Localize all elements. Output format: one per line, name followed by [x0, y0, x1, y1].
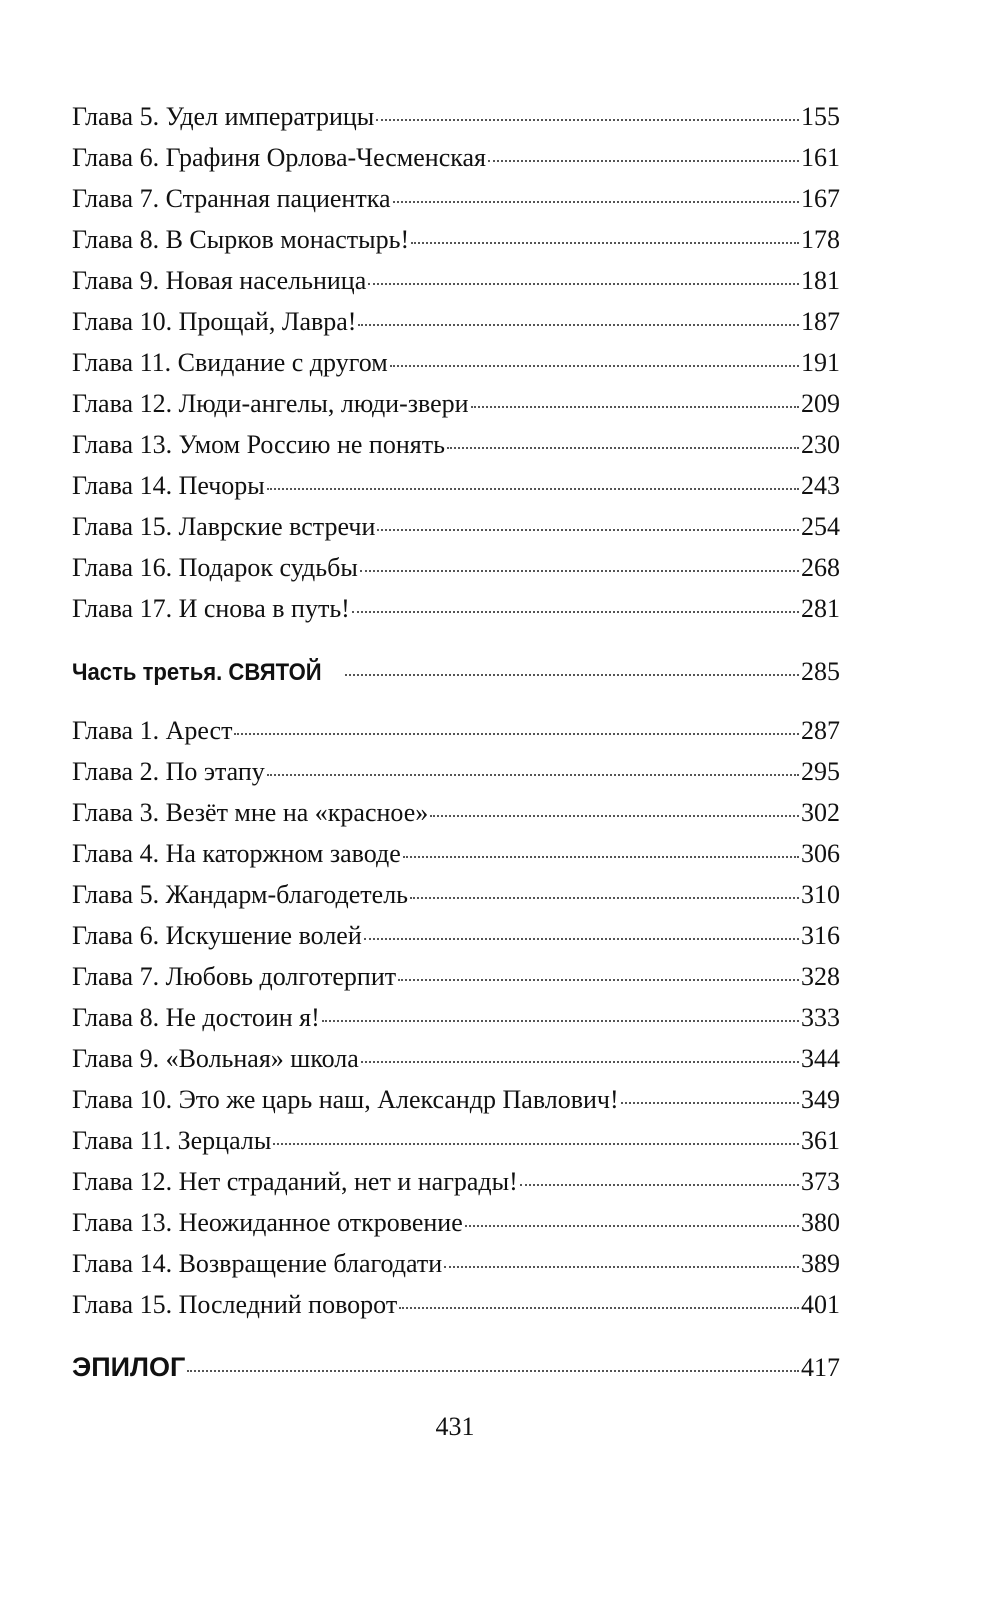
toc-entry-title: Глава 9. Новая насельница: [72, 266, 367, 295]
dot-leader: [352, 611, 799, 613]
toc-entry-title: Глава 12. Нет страданий, нет и награды!: [72, 1167, 518, 1196]
toc-entry-page: 349: [801, 1085, 840, 1114]
toc-entry-page: 281: [801, 594, 840, 623]
dot-leader: [390, 365, 799, 367]
table-of-contents: [72, 96, 840, 1388]
toc-entry: [72, 96, 840, 137]
toc-entry: [72, 178, 840, 219]
dot-leader: [361, 1061, 799, 1063]
toc-entry-title: Глава 16. Подарок судьбы: [72, 553, 358, 582]
toc-entry-title: Глава 3. Везёт мне на «красное»: [72, 798, 429, 827]
dot-leader: [403, 856, 799, 858]
dot-leader: [393, 201, 800, 203]
toc-entry-page: 328: [801, 962, 840, 991]
toc-part-heading: [72, 651, 840, 692]
toc-entry-page: 178: [801, 225, 840, 254]
toc-entry: [72, 588, 840, 629]
dot-leader: [398, 979, 799, 981]
toc-entry-page: 306: [801, 839, 840, 868]
toc-entry-title: Глава 6. Искушение волей: [72, 921, 362, 950]
dot-leader: [267, 774, 799, 776]
toc-entry-page: 254: [801, 512, 840, 541]
toc-entry: [72, 1120, 840, 1161]
dot-leader: [488, 160, 799, 162]
toc-entry-title: Глава 5. Удел императрицы: [72, 102, 375, 131]
dot-leader: [345, 674, 799, 676]
toc-entry-page: 333: [801, 1003, 840, 1032]
toc-entry: [72, 997, 840, 1038]
toc-entry: [72, 219, 840, 260]
dot-leader: [364, 938, 799, 940]
toc-epilogue-title: ЭПИЛОГ: [72, 1352, 186, 1382]
dot-leader: [376, 119, 799, 121]
toc-entry: [72, 1243, 840, 1284]
toc-entry: [72, 792, 840, 833]
toc-entry: [72, 710, 840, 751]
dot-leader: [322, 1020, 799, 1022]
toc-entry: [72, 915, 840, 956]
toc-entry-title: Глава 4. На каторжном заводе: [72, 839, 401, 868]
toc-entry: [72, 424, 840, 465]
toc-entry-title: Глава 11. Зерцалы: [72, 1126, 272, 1155]
toc-entry: [72, 383, 840, 424]
toc-entry-page: 316: [801, 921, 840, 950]
toc-epilogue-page: 417: [801, 1353, 840, 1382]
dot-leader: [234, 733, 799, 735]
toc-entry: [72, 137, 840, 178]
toc-entry: [72, 1079, 840, 1120]
page-number: 431: [435, 1412, 475, 1441]
toc-entry-page: 344: [801, 1044, 840, 1073]
toc-entry-title: Глава 13. Неожиданное откровение: [72, 1208, 463, 1237]
toc-entry-title: Глава 15. Лаврские встречи: [72, 512, 376, 541]
dot-leader: [187, 1370, 799, 1372]
toc-entry-title: Глава 7. Любовь долготерпит: [72, 962, 397, 991]
toc-section-part-two-chapters: [72, 96, 840, 629]
dot-leader: [621, 1102, 799, 1104]
toc-entry-page: 302: [801, 798, 840, 827]
dot-leader: [411, 242, 799, 244]
toc-entry-title: Глава 7. Странная пациентка: [72, 184, 391, 213]
toc-entry: [72, 833, 840, 874]
toc-entry: [72, 874, 840, 915]
toc-entry: [72, 1284, 840, 1325]
toc-entry-title: Глава 1. Арест: [72, 716, 233, 745]
toc-entry-page: 295: [801, 757, 840, 786]
toc-entry-title: Глава 14. Печоры: [72, 471, 265, 500]
toc-entry: [72, 1038, 840, 1079]
toc-entry-page: 209: [801, 389, 840, 418]
dot-leader: [358, 324, 799, 326]
toc-entry-page: 287: [801, 716, 840, 745]
toc-entry-page: 310: [801, 880, 840, 909]
toc-entry: [72, 956, 840, 997]
toc-entry: [72, 751, 840, 792]
toc-entry: [72, 506, 840, 547]
dot-leader: [471, 406, 799, 408]
toc-part-page: 285: [801, 657, 840, 686]
dot-leader: [444, 1266, 799, 1268]
toc-entry-page: 401: [801, 1290, 840, 1319]
toc-entry-title: Глава 13. Умом Россию не понять: [72, 430, 445, 459]
dot-leader: [377, 529, 799, 531]
toc-entry: [72, 1161, 840, 1202]
toc-entry-title: Глава 10. Это же царь наш, Александр Павлович!: [72, 1085, 619, 1114]
toc-entry-page: 380: [801, 1208, 840, 1237]
toc-entry: [72, 260, 840, 301]
toc-entry-page: 191: [801, 348, 840, 377]
dot-leader: [399, 1307, 799, 1309]
toc-entry-title: Глава 15. Последний поворот: [72, 1290, 398, 1319]
toc-entry-title: Глава 5. Жандарм-благодетель: [72, 880, 409, 909]
toc-entry-page: 230: [801, 430, 840, 459]
toc-entry-title: Глава 9. «Вольная» школа: [72, 1044, 359, 1073]
toc-entry-page: 373: [801, 1167, 840, 1196]
dot-leader: [430, 815, 799, 817]
toc-entry-page: 268: [801, 553, 840, 582]
toc-entry: [72, 301, 840, 342]
dot-leader: [447, 447, 799, 449]
dot-leader: [368, 283, 799, 285]
toc-entry: [72, 465, 840, 506]
toc-entry: [72, 547, 840, 588]
dot-leader: [273, 1143, 799, 1145]
dot-leader: [410, 897, 799, 899]
dot-leader: [465, 1225, 799, 1227]
dot-leader: [360, 570, 799, 572]
toc-entry-page: 161: [801, 143, 840, 172]
toc-entry-page: 389: [801, 1249, 840, 1278]
toc-epilogue: [72, 1347, 840, 1388]
toc-entry-title: Глава 6. Графиня Орлова-Чесменская: [72, 143, 486, 172]
toc-entry-title: Глава 8. В Сырков монастырь!: [72, 225, 410, 254]
toc-part-title: Часть третья. СВЯТОЙ: [72, 659, 322, 686]
toc-entry-title: Глава 11. Свидание с другом: [72, 348, 388, 377]
toc-entry-title: Глава 10. Прощай, Лавра!: [72, 307, 357, 336]
dot-leader: [520, 1184, 799, 1186]
toc-entry-page: 187: [801, 307, 840, 336]
toc-entry-title: Глава 8. Не достоин я!: [72, 1003, 320, 1032]
toc-entry-page: 167: [801, 184, 840, 213]
toc-entry: [72, 342, 840, 383]
toc-entry-title: Глава 14. Возвращение благодати: [72, 1249, 443, 1278]
toc-entry-title: Глава 2. По этапу: [72, 757, 265, 786]
toc-entry-page: 243: [801, 471, 840, 500]
toc-entry-title: Глава 12. Люди-ангелы, люди-звери: [72, 389, 469, 418]
toc-entry-page: 361: [801, 1126, 840, 1155]
dot-leader: [267, 488, 799, 490]
toc-section-part-three-chapters: [72, 710, 840, 1325]
toc-entry-page: 155: [801, 102, 840, 131]
toc-entry-title: Глава 17. И снова в путь!: [72, 594, 350, 623]
toc-entry-page: 181: [801, 266, 840, 295]
toc-entry: [72, 1202, 840, 1243]
